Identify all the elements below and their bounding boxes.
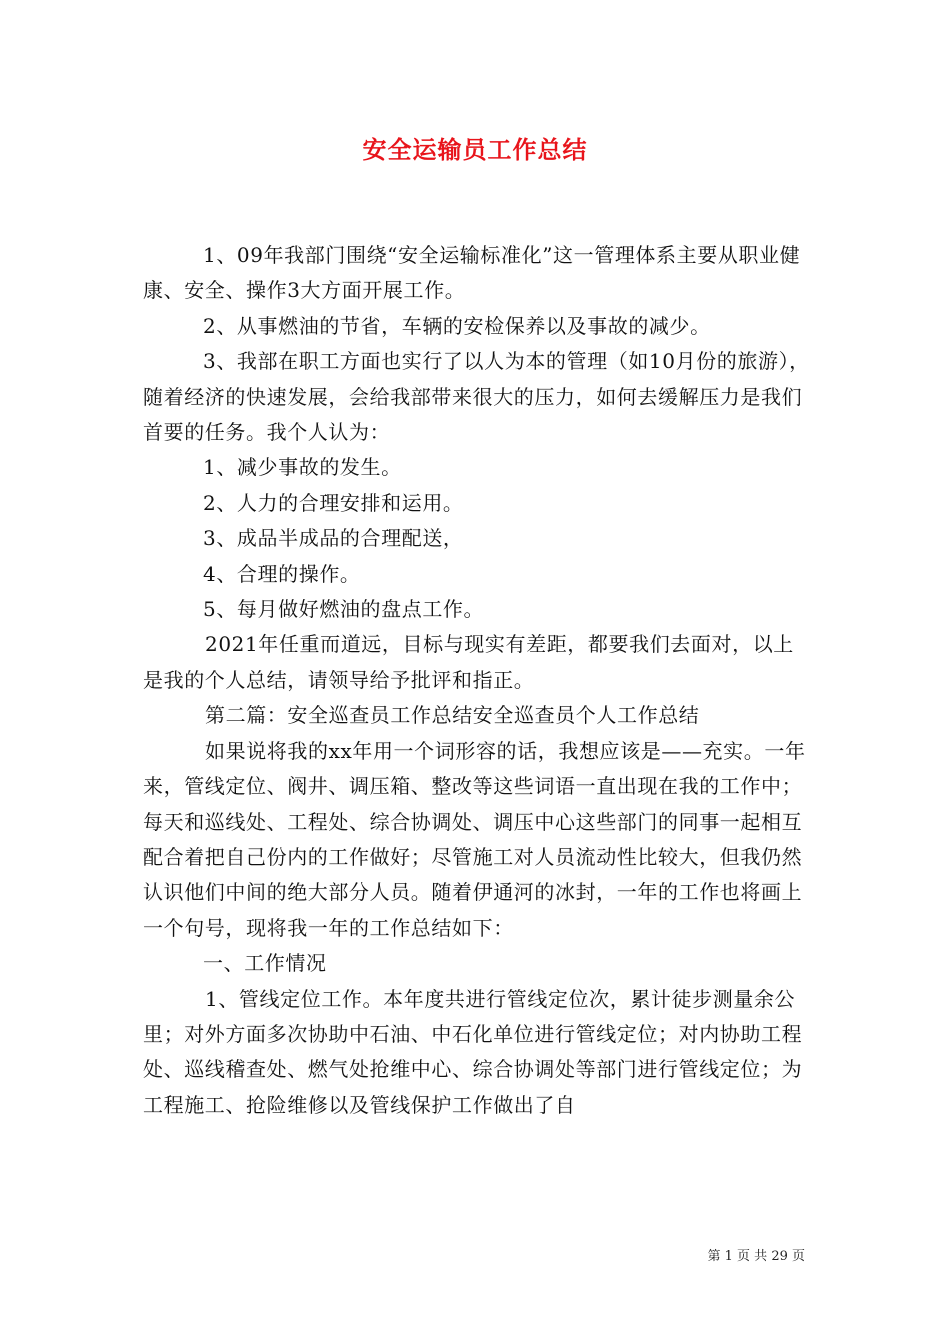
paragraph: 1、09年我部门围绕“安全运输标准化”这一管理体系主要从职业健康、安全、操作3大方面开展工作。	[143, 243, 801, 303]
paragraph: 5、每月做好燃油的盘点工作。	[203, 597, 485, 622]
document-title: 安全运输员工作总结	[362, 136, 588, 164]
paragraph: 4、合理的操作。	[203, 561, 361, 586]
section-heading: 第二篇：安全巡查员工作总结安全巡查员个人工作总结	[205, 703, 700, 728]
paragraph: 2、人力的合理安排和运用。	[203, 490, 464, 515]
paragraph: 2、从事燃油的节省，车辆的安检保养以及事故的减少。	[203, 313, 711, 338]
paragraph: 如果说将我的xx年用一个词形容的话，我想应该是——充实。一年来，管线定位、阀井、调压箱、整改等这些词语一直出现在我的工作中；每天和巡线处、工程处、综合协调处、调压中心这些部门的同事一起相互配合着把自己份内的工作做好；尽管施工对人员流动性比较大，但我仍然认识他们中间的绝大部分人员。随着伊通河的冰封，一年的工作也将画上一个句号，现将我一年的工作总结如下：	[143, 738, 806, 940]
paragraph: 3、我部在职工方面也实行了以人为本的管理（如10月份的旅游），随着经济的快速发展，会给我部带来很大的压力，如何去缓解压力是我们首要的任务。我个人认为：	[143, 349, 810, 445]
page-footer: 第 1 页 共 29 页	[707, 1249, 805, 1264]
paragraph: 2021年任重而道远，目标与现实有差距，都要我们去面对，以上是我的个人总结，请领导给予批评和指正。	[143, 632, 794, 692]
paragraph: 3、成品半成品的合理配送，	[203, 526, 464, 551]
document-body	[143, 238, 813, 1123]
subsection-heading: 一、工作情况	[203, 951, 327, 976]
paragraph: 1、减少事故的发生。	[203, 455, 402, 480]
paragraph: 1、管线定位工作。本年度共进行管线定位次，累计徒步测量余公里；对外方面多次协助中石油、中石化单位进行管线定位；对内协助工程处、巡线稽查处、燃气处抢维中心、综合协调处等部门进行管线定位；为工程施工、抢险维修以及管线保护工作做出了自	[143, 986, 803, 1117]
